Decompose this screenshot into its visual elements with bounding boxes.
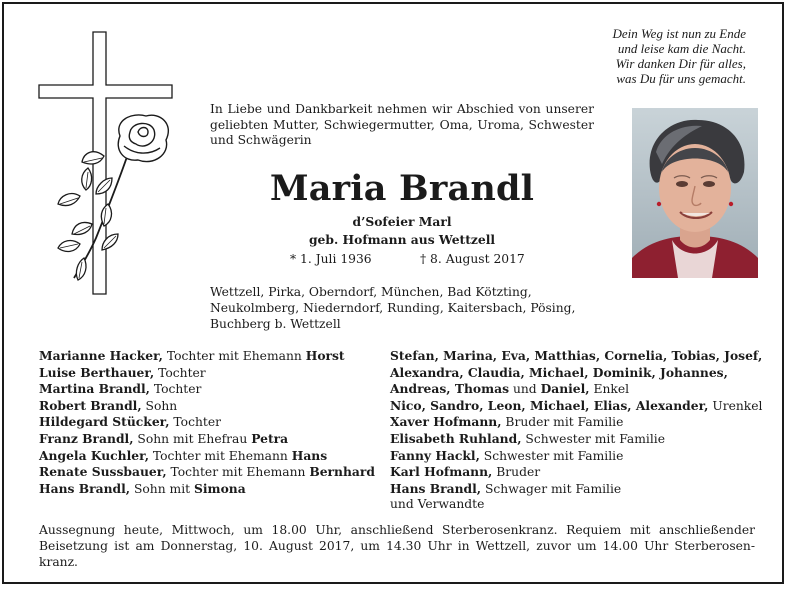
mourner-row: Hans Brandl, Schwager mit Familie — [390, 480, 622, 496]
portrait-photo — [632, 108, 758, 278]
cross-with-rose-icon — [34, 28, 174, 298]
mourner-row: Fanny Hackl, Schwester mit Familie — [390, 447, 624, 463]
maiden-name: geb. Hofmann aus Wettzell — [308, 232, 496, 247]
poem-line: Wir danken Dir für alles, — [615, 56, 746, 71]
intro-text: In Liebe und Dankbarkeit nehmen wir Abschied von unserer geliebten Mutter, Schwiegermutter, Oma, Uroma, Schwester und Schwägerin — [210, 102, 594, 147]
poem-line: Dein Weg ist nun zu Ende — [612, 26, 746, 41]
mourner-row: Karl Hofmann, Bruder — [390, 464, 541, 480]
poem-line: und leise kam die Nacht. — [617, 41, 746, 56]
mourner-row: Nico, Sandro, Leon, Michael, Elias, Alexander, Urenkel — [390, 397, 763, 413]
mourner-row: Martina Brandl, Tochter — [39, 381, 202, 397]
mourners-left-column — [39, 348, 384, 497]
mourner-row: Andreas, Thomas und Daniel, Enkel — [390, 381, 630, 397]
poem — [546, 26, 746, 86]
death-date: † 8. August 2017 — [420, 252, 525, 266]
mourner-row: Marianne Hacker, Tochter mit Ehemann Horst — [39, 348, 345, 363]
mourner-row: Xaver Hofmann, Bruder mit Familie — [390, 414, 624, 430]
funeral-info: Aussegnung heute, Mittwoch, um 18.00 Uhr, anschließend Sterberosenkranz. Requiem mit anschließender Beisetzung ist am Donnerstag, 10. August 2017, um 14.30 Uhr in Wettzell, zuvor um 14.00 Uhr Sterberosen-kranz. — [39, 523, 755, 569]
mourner-row: Hildegard Stücker, Tochter — [39, 414, 221, 430]
deceased-name: Maria Brandl — [269, 168, 535, 209]
mourner-row: Alexandra, Claudia, Michael, Dominik, Johannes, — [390, 364, 728, 380]
poem-line: was Du für uns gemacht. — [616, 71, 746, 86]
mourner-row: Elisabeth Ruhland, Schwester mit Familie — [390, 430, 665, 446]
mourner-row: Angela Kuchler, Tochter mit Ehemann Hans — [39, 447, 328, 463]
mourner-row: Hans Brandl, Sohn mit Simona — [39, 480, 246, 496]
mourner-row: und Verwandte — [390, 497, 485, 512]
mourners-right-column — [390, 348, 762, 513]
birth-date: * 1. Juli 1936 — [290, 252, 372, 266]
mourner-row: Stefan, Marina, Eva, Matthias, Cornelia, Tobias, Josef, — [390, 348, 763, 363]
mourner-row: Franz Brandl, Sohn mit Ehefrau Petra — [39, 430, 289, 446]
cross-icon — [34, 28, 174, 298]
places-list: Wettzell, Pirka, Oberndorf, München, Bad Kötzting, Neukolmberg, Niederndorf, Runding, Kaitersbach, Pösing, Buchberg b. Wettzell — [210, 285, 576, 331]
portrait-image — [632, 108, 758, 278]
nickname: d’Sofeier Marl — [352, 214, 452, 229]
mourner-row: Luise Berthauer, Tochter — [39, 364, 206, 380]
mourner-row: Robert Brandl, Sohn — [39, 397, 178, 413]
mourner-row: Renate Sussbauer, Tochter mit Ehemann Bernhard — [39, 464, 375, 480]
obituary-card — [2, 2, 784, 584]
